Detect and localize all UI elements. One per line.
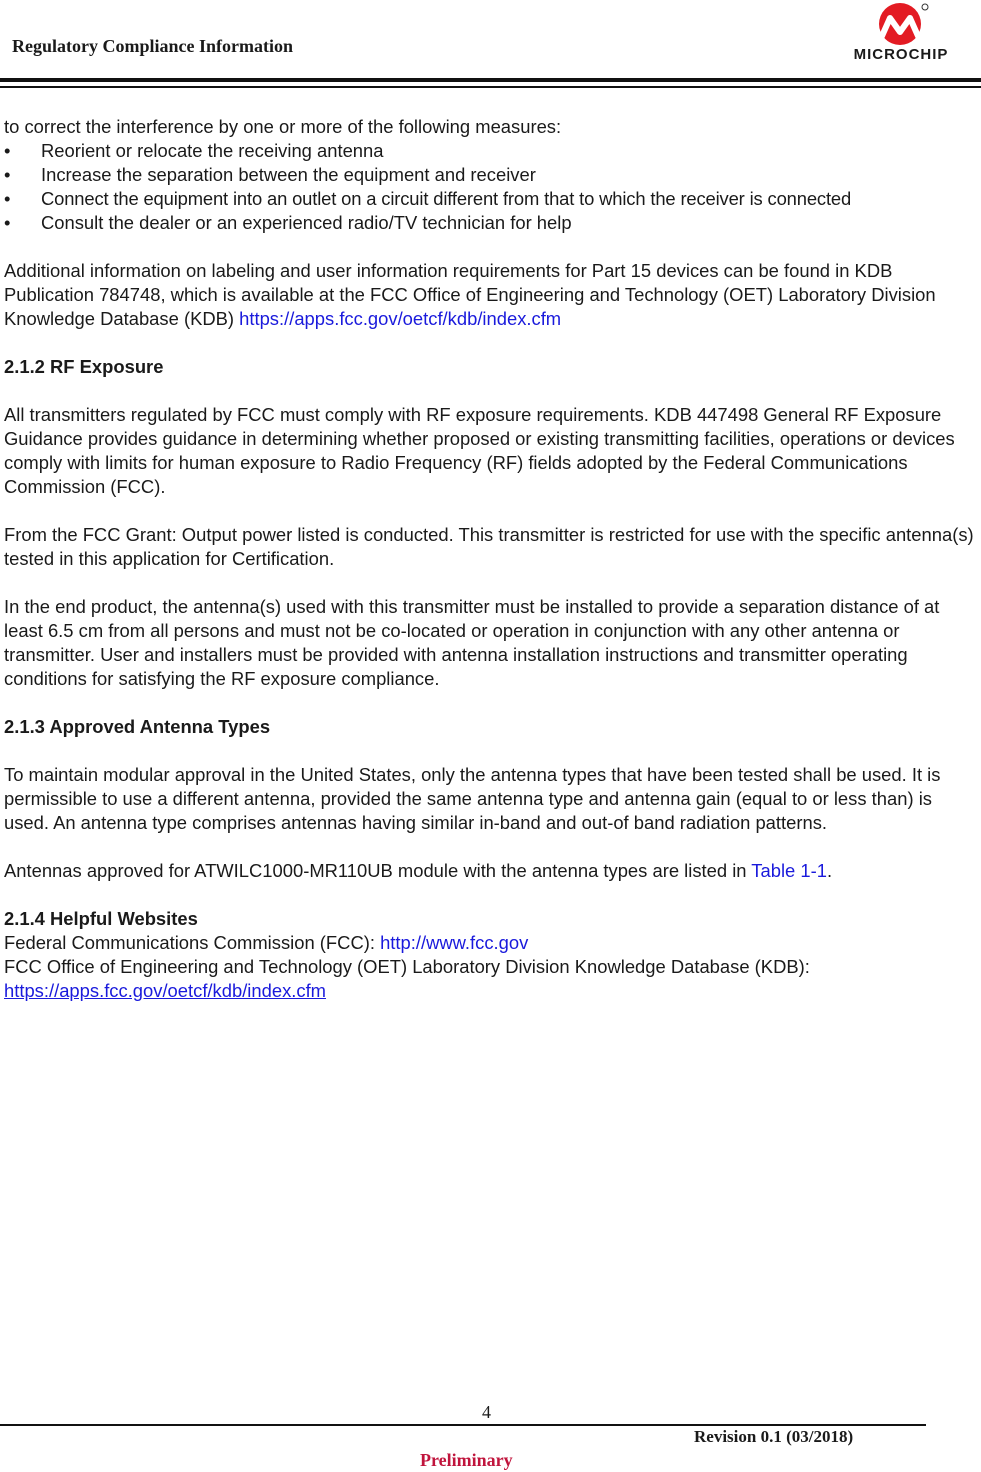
antenna-paragraph-2-end: . xyxy=(826,860,833,881)
document-body xyxy=(4,115,979,1003)
rf-exposure-paragraph-1: All transmitters regulated by FCC must comply with RF exposure requirements. KDB 447498 General RF Exposure Guidance provides guidance in determining whether proposed or existing transmitting facilities, operations or devices comply with limits for human exposure to Radio Frequency (RF) fields adopted by the Federal Communications Commission (FCC). xyxy=(4,404,955,497)
logo-wordmark: MICROCHIP xyxy=(853,46,949,63)
website-oet xyxy=(4,979,979,1003)
rf-exposure-paragraph-2: From the FCC Grant: Output power listed is conducted. This transmitter is restricted for use with the specific antenna(s) tested in this application for Certification. xyxy=(4,524,974,569)
list-item-text: Connect the equipment into an outlet on a circuit different from that to which the receiver is connected xyxy=(41,188,852,209)
page-header xyxy=(0,0,981,90)
bullet-glyph: • xyxy=(4,188,11,209)
header-rule-thin xyxy=(0,86,981,88)
list-item-text: Increase the separation between the equipment and receiver xyxy=(41,164,536,185)
antenna-paragraph-2-text: Antennas approved for ATWILC1000-MR110UB module with the antenna types are listed in xyxy=(4,860,752,881)
website-fcc xyxy=(4,931,979,955)
additional-info-text: Additional information on labeling and user information requirements for Part 15 devices can be found in KDB Publication 784748, which is available at the FCC Office of Engineering and Technology (OET) Laboratory Division Knowledge Database (KDB) xyxy=(4,260,936,329)
list-item xyxy=(4,211,979,235)
table-1-1-link[interactable]: Table 1-1 xyxy=(751,860,827,881)
approved-antenna-heading: 2.1.3 Approved Antenna Types xyxy=(4,716,271,737)
antenna-paragraph-1: To maintain modular approval in the United States, only the antenna types that have been tested shall be used. It is permissible to use a different antenna, provided the same antenna type and antenna gain (equal to or less than) is used. An antenna type comprises antennas having similar in-band and out-of band radiation patterns. xyxy=(4,764,941,833)
bullet-glyph: • xyxy=(4,140,11,161)
bullet-glyph: • xyxy=(4,164,11,185)
microchip-logo xyxy=(836,2,966,68)
microchip-logo-mark xyxy=(836,2,966,46)
additional-info-paragraph xyxy=(4,259,979,331)
preliminary-label: Preliminary xyxy=(420,1450,513,1470)
intro-text: to correct the interference by one or more of the following measures: xyxy=(4,116,562,137)
revision-label: Revision 0.1 (03/2018) xyxy=(694,1427,854,1446)
website-fcc-label: Federal Communications Commission (FCC): xyxy=(4,932,381,953)
fcc-website-link[interactable]: http://www.fcc.gov xyxy=(380,932,529,953)
list-item-text: Reorient or relocate the receiving antenna xyxy=(41,140,384,161)
header-rule-thick xyxy=(0,78,981,82)
kdb-link[interactable]: https://apps.fcc.gov/oetcf/kdb/index.cfm xyxy=(239,308,562,329)
website-oet-label: FCC Office of Engineering and Technology (OET) Laboratory Division Knowledge Database (KDB): xyxy=(4,956,810,977)
antenna-paragraph-2 xyxy=(4,859,979,883)
list-item-text: Consult the dealer or an experienced radio/TV technician for help xyxy=(41,212,572,233)
list-item xyxy=(4,163,979,187)
list-item xyxy=(4,187,979,211)
list-item xyxy=(4,139,979,163)
oet-kdb-link[interactable]: https://apps.fcc.gov/oetcf/kdb/index.cfm xyxy=(4,980,326,1001)
rf-exposure-heading: 2.1.2 RF Exposure xyxy=(4,356,164,377)
helpful-websites-heading: 2.1.4 Helpful Websites xyxy=(4,908,198,929)
page-number: 4 xyxy=(482,1402,491,1422)
rf-exposure-paragraph-3: In the end product, the antenna(s) used with this transmitter must be installed to provide a separation distance of at least 6.5 cm from all persons and must not be co-located or operation in conjunction with any other antenna or transmitter. User and installers must be provided with antenna installation instructions and transmitter operating conditions for satisfying the RF exposure compliance. xyxy=(4,596,940,689)
header-title: Regulatory Compliance Information xyxy=(12,36,293,56)
footer-rule xyxy=(0,1424,926,1426)
measures-list xyxy=(4,139,979,235)
bullet-glyph: • xyxy=(4,212,11,233)
